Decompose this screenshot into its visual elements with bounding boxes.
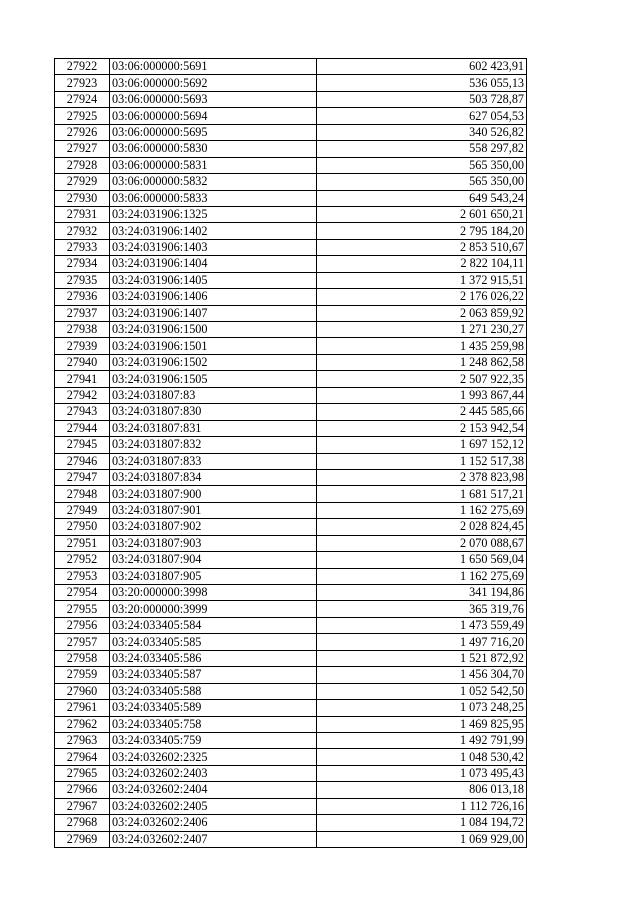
table-row xyxy=(55,831,527,847)
cadastral-value-cell: 627 054,53 xyxy=(317,108,527,124)
cadastral-number-cell: 03:24:031807:903 xyxy=(110,535,317,551)
table-body xyxy=(55,59,527,848)
cadastral-number-cell: 03:24:032602:2407 xyxy=(110,831,317,847)
row-number-cell: 27967 xyxy=(55,798,110,814)
cadastral-value-cell: 1 681 517,21 xyxy=(317,486,527,502)
table-row xyxy=(55,552,527,568)
cadastral-value-cell: 1 152 517,38 xyxy=(317,453,527,469)
cadastral-number-cell: 03:24:031906:1505 xyxy=(110,371,317,387)
row-number-cell: 27944 xyxy=(55,420,110,436)
table-row xyxy=(55,223,527,239)
cadastral-number-cell: 03:24:031807:830 xyxy=(110,404,317,420)
row-number-cell: 27945 xyxy=(55,437,110,453)
row-number-cell: 27964 xyxy=(55,749,110,765)
cadastral-number-cell: 03:24:033405:585 xyxy=(110,634,317,650)
cadastral-value-cell: 1 497 716,20 xyxy=(317,634,527,650)
row-number-cell: 27960 xyxy=(55,683,110,699)
table-row xyxy=(55,256,527,272)
cadastral-number-cell: 03:24:032602:2405 xyxy=(110,798,317,814)
row-number-cell: 27929 xyxy=(55,174,110,190)
table-row xyxy=(55,519,527,535)
row-number-cell: 27953 xyxy=(55,568,110,584)
cadastral-value-cell: 1 271 230,27 xyxy=(317,322,527,338)
cadastral-value-cell: 1 052 542,50 xyxy=(317,683,527,699)
table-row xyxy=(55,190,527,206)
cadastral-value-cell: 365 319,76 xyxy=(317,601,527,617)
cadastral-number-cell: 03:24:033405:588 xyxy=(110,683,317,699)
cadastral-number-cell: 03:24:031807:83 xyxy=(110,387,317,403)
row-number-cell: 27948 xyxy=(55,486,110,502)
cadastral-value-cell: 565 350,00 xyxy=(317,174,527,190)
row-number-cell: 27957 xyxy=(55,634,110,650)
table-row xyxy=(55,272,527,288)
cadastral-number-cell: 03:06:000000:5831 xyxy=(110,157,317,173)
cadastral-value-cell: 1 162 275,69 xyxy=(317,568,527,584)
table-row xyxy=(55,765,527,781)
table-row xyxy=(55,289,527,305)
table-row xyxy=(55,239,527,255)
cadastral-value-cell: 2 378 823,98 xyxy=(317,469,527,485)
table-row xyxy=(55,683,527,699)
table-row xyxy=(55,404,527,420)
cadastral-value-cell: 1 248 862,58 xyxy=(317,354,527,370)
cadastral-number-cell: 03:24:031807:905 xyxy=(110,568,317,584)
cadastral-number-cell: 03:24:033405:587 xyxy=(110,667,317,683)
cadastral-number-cell: 03:24:033405:759 xyxy=(110,732,317,748)
cadastral-value-cell: 1 521 872,92 xyxy=(317,650,527,666)
cadastral-value-cell: 1 372 915,51 xyxy=(317,272,527,288)
cadastral-number-cell: 03:24:032602:2325 xyxy=(110,749,317,765)
cadastral-value-cell: 1 435 259,98 xyxy=(317,338,527,354)
row-number-cell: 27969 xyxy=(55,831,110,847)
cadastral-value-cell: 806 013,18 xyxy=(317,782,527,798)
cadastral-number-cell: 03:24:031807:832 xyxy=(110,437,317,453)
row-number-cell: 27924 xyxy=(55,91,110,107)
row-number-cell: 27943 xyxy=(55,404,110,420)
cadastral-value-cell: 558 297,82 xyxy=(317,141,527,157)
table-row xyxy=(55,453,527,469)
cadastral-number-cell: 03:24:031807:904 xyxy=(110,552,317,568)
cadastral-value-cell: 503 728,87 xyxy=(317,91,527,107)
row-number-cell: 27966 xyxy=(55,782,110,798)
row-number-cell: 27959 xyxy=(55,667,110,683)
cadastral-number-cell: 03:24:031906:1403 xyxy=(110,239,317,255)
row-number-cell: 27928 xyxy=(55,157,110,173)
table-row xyxy=(55,486,527,502)
cadastral-value-cell: 1 697 152,12 xyxy=(317,437,527,453)
row-number-cell: 27946 xyxy=(55,453,110,469)
row-number-cell: 27952 xyxy=(55,552,110,568)
table-row xyxy=(55,601,527,617)
cadastral-number-cell: 03:24:031906:1501 xyxy=(110,338,317,354)
table-row xyxy=(55,371,527,387)
cadastral-value-cell: 2 176 026,22 xyxy=(317,289,527,305)
cadastral-value-cell: 536 055,13 xyxy=(317,75,527,91)
row-number-cell: 27923 xyxy=(55,75,110,91)
row-number-cell: 27961 xyxy=(55,700,110,716)
cadastral-value-cell: 1 456 304,70 xyxy=(317,667,527,683)
table-row xyxy=(55,469,527,485)
table-row xyxy=(55,174,527,190)
table-row xyxy=(55,700,527,716)
cadastral-value-cell: 2 028 824,45 xyxy=(317,519,527,535)
row-number-cell: 27930 xyxy=(55,190,110,206)
table-row xyxy=(55,568,527,584)
table-row xyxy=(55,387,527,403)
table-row xyxy=(55,585,527,601)
cadastral-number-cell: 03:24:031807:902 xyxy=(110,519,317,535)
row-number-cell: 27963 xyxy=(55,732,110,748)
cadastral-number-cell: 03:24:031906:1405 xyxy=(110,272,317,288)
row-number-cell: 27951 xyxy=(55,535,110,551)
table-row xyxy=(55,91,527,107)
cadastral-number-cell: 03:24:031906:1325 xyxy=(110,206,317,222)
row-number-cell: 27936 xyxy=(55,289,110,305)
table-row xyxy=(55,782,527,798)
table-row xyxy=(55,437,527,453)
table-row xyxy=(55,716,527,732)
table-row xyxy=(55,634,527,650)
cadastral-value-cell: 2 070 088,67 xyxy=(317,535,527,551)
cadastral-value-cell: 2 822 104,11 xyxy=(317,256,527,272)
cadastral-value-cell: 1 084 194,72 xyxy=(317,815,527,831)
row-number-cell: 27941 xyxy=(55,371,110,387)
table-row xyxy=(55,157,527,173)
cadastral-number-cell: 03:06:000000:5695 xyxy=(110,124,317,140)
row-number-cell: 27935 xyxy=(55,272,110,288)
table-row xyxy=(55,650,527,666)
table-row xyxy=(55,206,527,222)
cadastral-number-cell: 03:24:031906:1500 xyxy=(110,322,317,338)
row-number-cell: 27933 xyxy=(55,239,110,255)
table-row xyxy=(55,322,527,338)
cadastral-number-cell: 03:24:031807:831 xyxy=(110,420,317,436)
cadastral-number-cell: 03:20:000000:3998 xyxy=(110,585,317,601)
table-row xyxy=(55,535,527,551)
row-number-cell: 27937 xyxy=(55,305,110,321)
cadastral-number-cell: 03:24:031807:834 xyxy=(110,469,317,485)
cadastral-value-cell: 1 650 569,04 xyxy=(317,552,527,568)
cadastral-value-cell: 565 350,00 xyxy=(317,157,527,173)
cadastral-number-cell: 03:24:031906:1404 xyxy=(110,256,317,272)
cadastral-value-table xyxy=(54,58,527,848)
row-number-cell: 27934 xyxy=(55,256,110,272)
row-number-cell: 27925 xyxy=(55,108,110,124)
cadastral-number-cell: 03:20:000000:3999 xyxy=(110,601,317,617)
row-number-cell: 27938 xyxy=(55,322,110,338)
table-row xyxy=(55,798,527,814)
cadastral-number-cell: 03:24:032602:2403 xyxy=(110,765,317,781)
table-row xyxy=(55,815,527,831)
cadastral-number-cell: 03:24:031807:901 xyxy=(110,502,317,518)
cadastral-value-cell: 2 153 942,54 xyxy=(317,420,527,436)
row-number-cell: 27927 xyxy=(55,141,110,157)
cadastral-number-cell: 03:24:031906:1407 xyxy=(110,305,317,321)
cadastral-number-cell: 03:24:031906:1402 xyxy=(110,223,317,239)
table-row xyxy=(55,667,527,683)
cadastral-value-cell: 1 469 825,95 xyxy=(317,716,527,732)
row-number-cell: 27955 xyxy=(55,601,110,617)
table-row xyxy=(55,338,527,354)
cadastral-value-cell: 1 492 791,99 xyxy=(317,732,527,748)
cadastral-value-cell: 341 194,86 xyxy=(317,585,527,601)
table-row xyxy=(55,617,527,633)
cadastral-number-cell: 03:06:000000:5832 xyxy=(110,174,317,190)
table-row xyxy=(55,420,527,436)
cadastral-value-cell: 1 112 726,16 xyxy=(317,798,527,814)
cadastral-number-cell: 03:24:031906:1406 xyxy=(110,289,317,305)
cadastral-value-cell: 340 526,82 xyxy=(317,124,527,140)
cadastral-number-cell: 03:24:033405:758 xyxy=(110,716,317,732)
cadastral-number-cell: 03:24:032602:2404 xyxy=(110,782,317,798)
row-number-cell: 27954 xyxy=(55,585,110,601)
table-row xyxy=(55,732,527,748)
row-number-cell: 27956 xyxy=(55,617,110,633)
table-row xyxy=(55,59,527,75)
cadastral-value-cell: 1 993 867,44 xyxy=(317,387,527,403)
cadastral-number-cell: 03:24:032602:2406 xyxy=(110,815,317,831)
cadastral-value-cell: 2 853 510,67 xyxy=(317,239,527,255)
cadastral-value-cell: 2 507 922,35 xyxy=(317,371,527,387)
row-number-cell: 27922 xyxy=(55,59,110,75)
cadastral-number-cell: 03:24:031807:833 xyxy=(110,453,317,469)
cadastral-value-cell: 2 063 859,92 xyxy=(317,305,527,321)
cadastral-number-cell: 03:06:000000:5693 xyxy=(110,91,317,107)
cadastral-number-cell: 03:24:031807:900 xyxy=(110,486,317,502)
cadastral-value-cell: 1 048 530,42 xyxy=(317,749,527,765)
cadastral-number-cell: 03:06:000000:5692 xyxy=(110,75,317,91)
row-number-cell: 27965 xyxy=(55,765,110,781)
row-number-cell: 27931 xyxy=(55,206,110,222)
cadastral-value-cell: 1 069 929,00 xyxy=(317,831,527,847)
cadastral-value-cell: 2 601 650,21 xyxy=(317,206,527,222)
cadastral-number-cell: 03:24:033405:584 xyxy=(110,617,317,633)
cadastral-number-cell: 03:06:000000:5833 xyxy=(110,190,317,206)
table-row xyxy=(55,354,527,370)
cadastral-value-cell: 602 423,91 xyxy=(317,59,527,75)
cadastral-number-cell: 03:06:000000:5694 xyxy=(110,108,317,124)
table-row xyxy=(55,305,527,321)
cadastral-value-cell: 2 445 585,66 xyxy=(317,404,527,420)
table-row xyxy=(55,75,527,91)
table-row xyxy=(55,502,527,518)
row-number-cell: 27949 xyxy=(55,502,110,518)
row-number-cell: 27968 xyxy=(55,815,110,831)
cadastral-number-cell: 03:24:031906:1502 xyxy=(110,354,317,370)
table-row xyxy=(55,749,527,765)
table-row xyxy=(55,124,527,140)
cadastral-value-cell: 1 073 248,25 xyxy=(317,700,527,716)
row-number-cell: 27942 xyxy=(55,387,110,403)
cadastral-number-cell: 03:24:033405:586 xyxy=(110,650,317,666)
cadastral-value-cell: 649 543,24 xyxy=(317,190,527,206)
row-number-cell: 27950 xyxy=(55,519,110,535)
cadastral-value-cell: 1 162 275,69 xyxy=(317,502,527,518)
cadastral-value-cell: 1 073 495,43 xyxy=(317,765,527,781)
row-number-cell: 27939 xyxy=(55,338,110,354)
table-row xyxy=(55,108,527,124)
row-number-cell: 27947 xyxy=(55,469,110,485)
cadastral-number-cell: 03:06:000000:5691 xyxy=(110,59,317,75)
row-number-cell: 27926 xyxy=(55,124,110,140)
row-number-cell: 27940 xyxy=(55,354,110,370)
cadastral-value-cell: 2 795 184,20 xyxy=(317,223,527,239)
row-number-cell: 27932 xyxy=(55,223,110,239)
table-row xyxy=(55,141,527,157)
row-number-cell: 27958 xyxy=(55,650,110,666)
cadastral-number-cell: 03:06:000000:5830 xyxy=(110,141,317,157)
cadastral-value-cell: 1 473 559,49 xyxy=(317,617,527,633)
cadastral-number-cell: 03:24:033405:589 xyxy=(110,700,317,716)
row-number-cell: 27962 xyxy=(55,716,110,732)
